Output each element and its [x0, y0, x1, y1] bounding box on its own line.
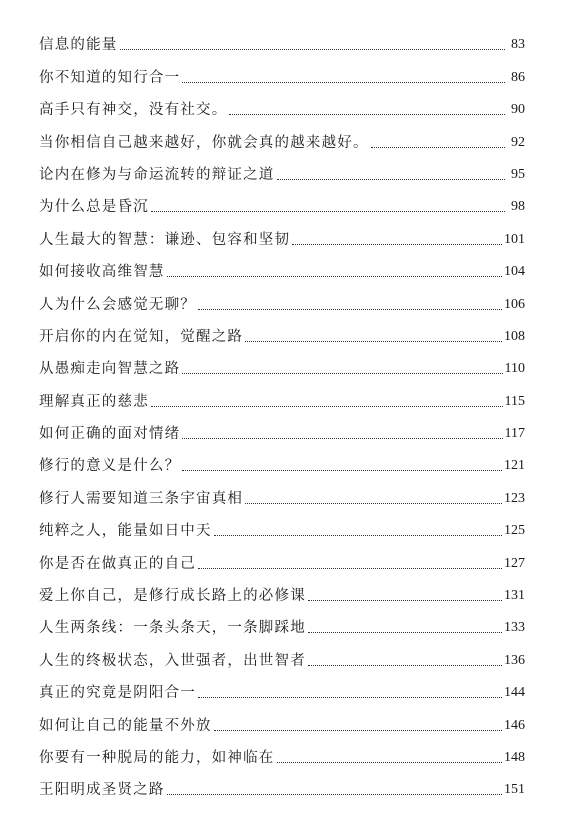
- toc-entry-title: 你不知道的知行合一: [39, 69, 181, 86]
- dot-leader: [292, 244, 502, 245]
- toc-entry[interactable]: [39, 54, 525, 86]
- dot-leader: [167, 276, 502, 277]
- toc-entry[interactable]: [39, 152, 525, 184]
- table-of-contents: [39, 22, 525, 799]
- toc-entry-page: 136: [504, 652, 525, 668]
- toc-entry[interactable]: [39, 314, 525, 346]
- toc-entry-page: 90: [511, 102, 525, 118]
- toc-entry[interactable]: [39, 637, 525, 669]
- dot-leader: [198, 309, 502, 310]
- dot-leader: [277, 762, 503, 763]
- dot-leader: [182, 470, 502, 471]
- toc-entry-title: 人生最大的智慧：谦逊、包容和坚韧: [39, 231, 291, 248]
- toc-entry-page: 104: [504, 264, 525, 280]
- toc-entry-title: 王阳明成圣贤之路: [39, 782, 165, 799]
- toc-entry[interactable]: [39, 22, 525, 54]
- toc-entry-page: 106: [504, 296, 525, 312]
- toc-entry-page: 117: [504, 426, 525, 442]
- toc-entry-title: 高手只有神交，没有社交。: [39, 102, 228, 119]
- toc-entry-page: 110: [504, 361, 525, 377]
- dot-leader: [214, 730, 502, 731]
- toc-entry-title: 真正的究竟是阴阳合一: [39, 685, 196, 702]
- toc-entry[interactable]: [39, 573, 525, 605]
- dot-leader: [308, 665, 502, 666]
- toc-entry-title: 修行人需要知道三条宇宙真相: [39, 490, 244, 507]
- toc-entry[interactable]: [39, 475, 525, 507]
- toc-entry-page: 151: [504, 782, 525, 798]
- toc-entry-title: 修行的意义是什么？: [39, 458, 181, 475]
- toc-entry-page: 133: [504, 620, 525, 636]
- dot-leader: [120, 49, 506, 50]
- toc-entry-title: 人生的终极状态，入世强者，出世智者: [39, 652, 306, 669]
- toc-entry-title: 爱上你自己，是修行成长路上的必修课: [39, 588, 306, 605]
- toc-entry-title: 如何正确的面对情绪: [39, 426, 181, 443]
- toc-entry-title: 你是否在做真正的自己: [39, 555, 196, 572]
- dot-leader: [182, 82, 505, 83]
- toc-entry[interactable]: [39, 411, 525, 443]
- toc-entry[interactable]: [39, 702, 525, 734]
- toc-entry-page: 95: [511, 166, 525, 182]
- toc-entry[interactable]: [39, 281, 525, 313]
- toc-entry-page: 101: [504, 231, 525, 247]
- dot-leader: [245, 341, 502, 342]
- toc-entry-title: 如何让自己的能量不外放: [39, 717, 212, 734]
- toc-entry[interactable]: [39, 540, 525, 572]
- dot-leader: [198, 697, 502, 698]
- toc-entry[interactable]: [39, 508, 525, 540]
- toc-entry-page: 92: [511, 134, 525, 150]
- dot-leader: [229, 114, 505, 115]
- toc-entry-page: 144: [504, 685, 525, 701]
- toc-entry-title: 为什么总是昏沉: [39, 199, 149, 216]
- toc-entry-page: 123: [504, 490, 525, 506]
- toc-entry[interactable]: [39, 443, 525, 475]
- dot-leader: [151, 211, 505, 212]
- dot-leader: [182, 373, 502, 374]
- toc-entry[interactable]: [39, 670, 525, 702]
- dot-leader: [182, 438, 502, 439]
- toc-entry-page: 127: [504, 555, 525, 571]
- toc-entry-page: 121: [504, 458, 525, 474]
- dot-leader: [245, 503, 502, 504]
- toc-entry-title: 开启你的内在觉知，觉醒之路: [39, 328, 244, 345]
- toc-entry-title: 理解真正的慈悲: [39, 393, 149, 410]
- dot-leader: [214, 535, 502, 536]
- toc-entry-title: 从愚痴走向智慧之路: [39, 361, 181, 378]
- toc-entry-page: 108: [504, 328, 525, 344]
- dot-leader: [167, 794, 502, 795]
- toc-entry-page: 131: [504, 588, 525, 604]
- toc-entry-page: 86: [511, 69, 525, 85]
- toc-entry-title: 信息的能量: [39, 37, 118, 54]
- toc-entry[interactable]: [39, 767, 525, 799]
- toc-entry-title: 当你相信自己越来越好，你就会真的越来越好。: [39, 134, 369, 151]
- toc-entry-title: 人为什么会感觉无聊？: [39, 296, 196, 313]
- dot-leader: [277, 179, 506, 180]
- dot-leader: [308, 600, 502, 601]
- dot-leader: [371, 147, 505, 148]
- toc-entry[interactable]: [39, 184, 525, 216]
- toc-entry-page: 148: [504, 749, 525, 765]
- toc-entry-page: 115: [504, 393, 525, 409]
- toc-entry-page: 125: [504, 523, 525, 539]
- toc-entry[interactable]: [39, 87, 525, 119]
- toc-entry-title: 如何接收高维智慧: [39, 264, 165, 281]
- dot-leader: [151, 406, 503, 407]
- toc-entry[interactable]: [39, 346, 525, 378]
- toc-entry-page: 83: [511, 37, 525, 53]
- toc-entry-page: 146: [504, 717, 525, 733]
- dot-leader: [198, 568, 502, 569]
- dot-leader: [308, 632, 502, 633]
- toc-entry-title: 论内在修为与命运流转的辩证之道: [39, 166, 275, 183]
- toc-entry-page: 98: [511, 199, 525, 215]
- toc-entry[interactable]: [39, 249, 525, 281]
- toc-entry[interactable]: [39, 735, 525, 767]
- toc-entry[interactable]: [39, 378, 525, 410]
- toc-entry-title: 纯粹之人，能量如日中天: [39, 523, 212, 540]
- toc-entry[interactable]: [39, 605, 525, 637]
- toc-entry[interactable]: [39, 216, 525, 248]
- toc-entry[interactable]: [39, 119, 525, 151]
- toc-entry-title: 你要有一种脱局的能力，如神临在: [39, 749, 275, 766]
- toc-entry-title: 人生两条线：一条头条天，一条脚踩地: [39, 620, 306, 637]
